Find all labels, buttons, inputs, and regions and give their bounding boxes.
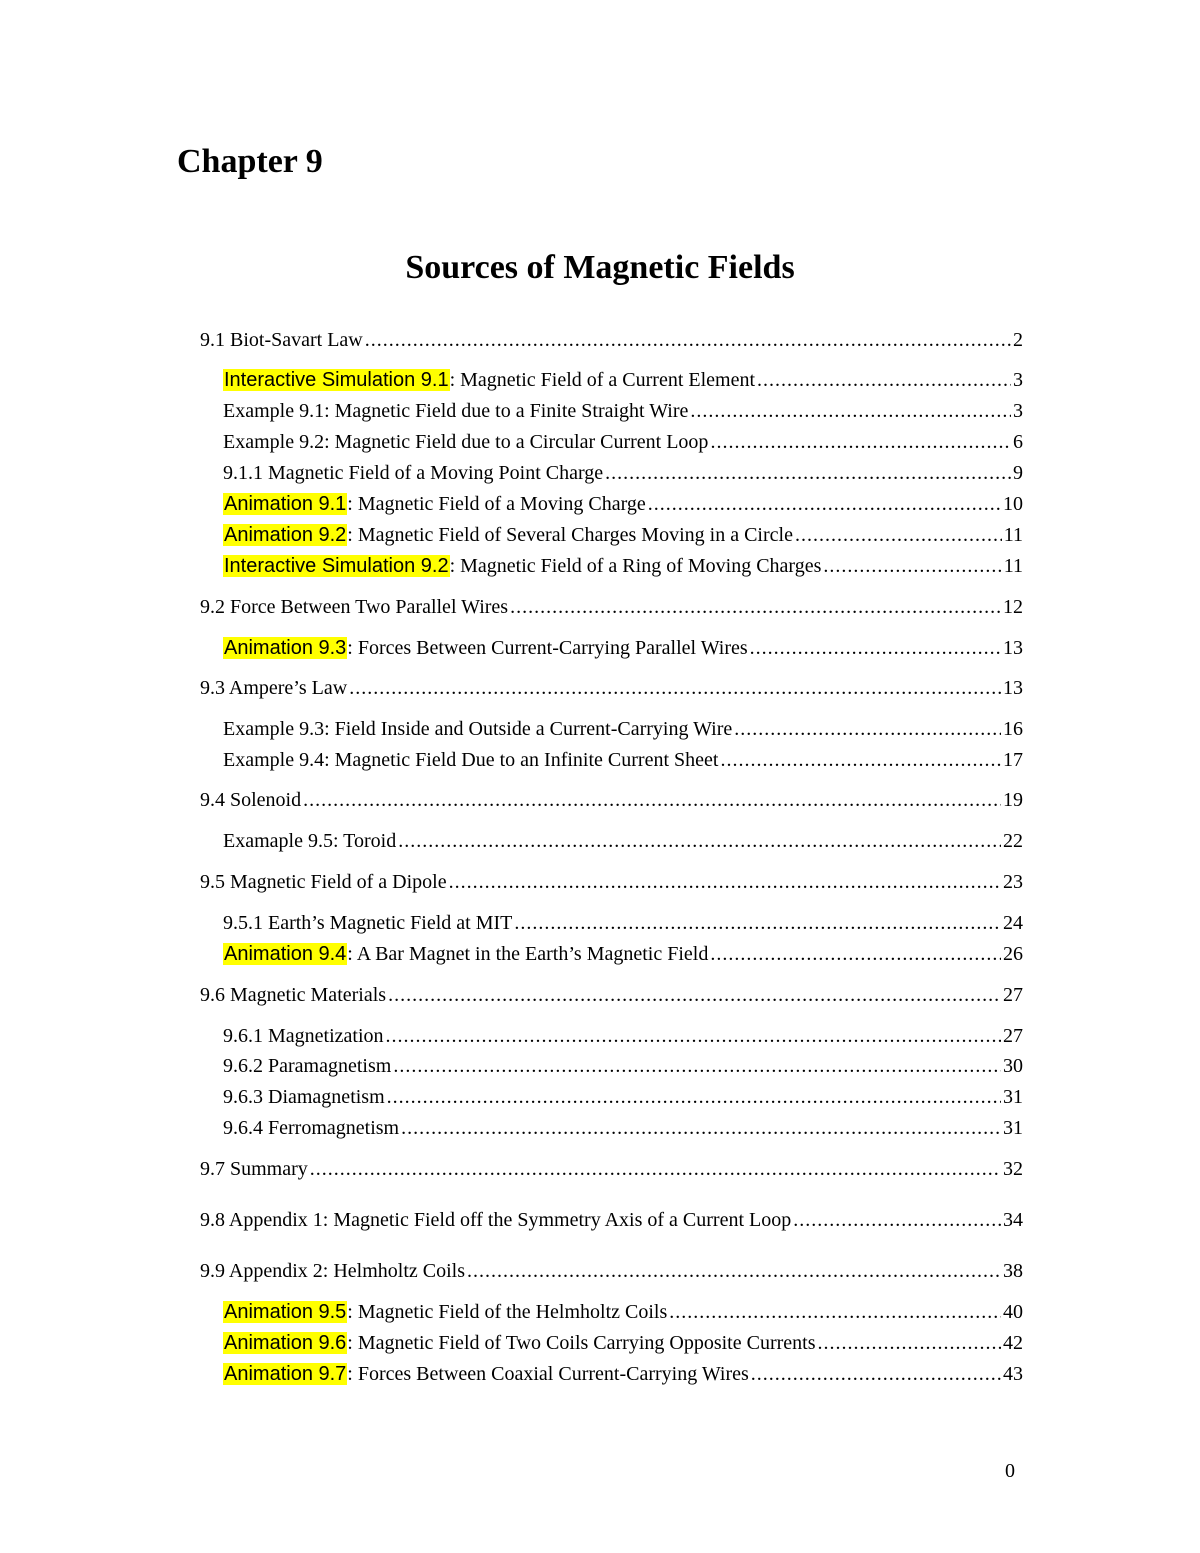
- toc-leader-dots: [710, 428, 1011, 456]
- toc-entry-page: 40: [1003, 1301, 1023, 1323]
- toc-leader-dots: [310, 1155, 1001, 1183]
- toc-entry[interactable]: [223, 1022, 1023, 1050]
- toc-leader-dots: [823, 552, 1001, 580]
- toc-entry-title: 9.6.4 Ferromagnetism: [223, 1117, 400, 1139]
- toc-leader-dots: [720, 746, 1001, 774]
- toc-entry-link-highlight[interactable]: Interactive Simulation 9.1: [224, 369, 449, 391]
- toc-entry-page: 38: [1003, 1260, 1023, 1282]
- toc-entry-page: 27: [1003, 1025, 1023, 1047]
- toc-entry-link-highlight[interactable]: Animation 9.5: [224, 1301, 347, 1323]
- toc-leader-dots: [751, 1360, 1001, 1388]
- toc-entry[interactable]: [223, 428, 1023, 456]
- toc-entry-title: 9.5.1 Earth’s Magnetic Field at MIT: [223, 912, 513, 934]
- toc-entry[interactable]: [223, 552, 1023, 580]
- toc-entry-link-highlight[interactable]: Animation 9.2: [224, 524, 347, 546]
- toc-entry-link-highlight[interactable]: Animation 9.6: [224, 1332, 347, 1354]
- toc-entry[interactable]: [223, 1329, 1023, 1357]
- toc-entry-title: : Magnetic Field of Two Coils Carrying Opposite Currents: [347, 1332, 816, 1354]
- toc-leader-dots: [734, 715, 1001, 743]
- toc-leader-dots: [757, 366, 1011, 394]
- toc-entry[interactable]: [223, 909, 1023, 937]
- toc-entry-title: 9.3 Ampere’s Law: [200, 677, 348, 699]
- toc-entry[interactable]: [223, 746, 1023, 774]
- toc-entry-title: 9.4 Solenoid: [200, 789, 302, 811]
- toc-entry-page: 3: [1013, 400, 1023, 422]
- toc-leader-dots: [393, 1052, 1001, 1080]
- toc-entry[interactable]: [223, 459, 1023, 487]
- toc-entry-title: : Magnetic Field of the Helmholtz Coils: [347, 1301, 668, 1323]
- toc-entry-page: 34: [1003, 1209, 1023, 1231]
- chapter-heading: Chapter 9: [177, 143, 323, 180]
- toc-entry[interactable]: [200, 1257, 1023, 1285]
- toc-entry[interactable]: [223, 715, 1023, 743]
- toc-entry-title: 9.8 Appendix 1: Magnetic Field off the Symmetry Axis of a Current Loop: [200, 1209, 792, 1231]
- toc-entry-link-highlight[interactable]: Animation 9.4: [224, 943, 347, 965]
- toc-entry-page: 43: [1003, 1363, 1023, 1385]
- toc-entry-page: 13: [1003, 677, 1023, 699]
- toc-leader-dots: [750, 634, 1001, 662]
- page-title: Sources of Magnetic Fields: [405, 249, 795, 286]
- toc-entry-link-highlight[interactable]: Animation 9.1: [224, 493, 347, 515]
- toc-leader-dots: [401, 1114, 1001, 1142]
- toc-entry-title: 9.7 Summary: [200, 1158, 308, 1180]
- toc-entry-page: 19: [1003, 789, 1023, 811]
- toc-leader-dots: [669, 1298, 1001, 1326]
- toc-entry-page: 11: [1003, 555, 1023, 577]
- toc-entry-page: 24: [1003, 912, 1023, 934]
- toc-entry[interactable]: [223, 1083, 1023, 1111]
- toc-entry[interactable]: [223, 634, 1023, 662]
- toc-entry[interactable]: [223, 521, 1023, 549]
- toc-entry-page: 6: [1013, 431, 1023, 453]
- toc-entry[interactable]: [223, 940, 1023, 968]
- toc-entry-title: Example 9.2: Magnetic Field due to a Circular Current Loop: [223, 431, 709, 453]
- toc-entry-title: 9.1.1 Magnetic Field of a Moving Point Charge: [223, 462, 604, 484]
- toc-entry-title: : Magnetic Field of a Current Element: [449, 369, 756, 391]
- toc-entry[interactable]: [200, 1155, 1023, 1183]
- toc-entry-page: 13: [1003, 637, 1023, 659]
- toc-leader-dots: [605, 459, 1011, 487]
- toc-entry-page: 2: [1013, 329, 1023, 351]
- toc-entry-title: 9.6.3 Diamagnetism: [223, 1086, 385, 1108]
- toc-entry[interactable]: [223, 1114, 1023, 1142]
- toc-entry-title: : Forces Between Current-Carrying Parallel Wires: [347, 637, 748, 659]
- toc-leader-dots: [386, 1022, 1001, 1050]
- toc-entry-page: 27: [1003, 984, 1023, 1006]
- page-number: 0: [1005, 1460, 1015, 1482]
- toc-entry-title: 9.9 Appendix 2: Helmholtz Coils: [200, 1260, 465, 1282]
- toc-entry-page: 31: [1003, 1117, 1023, 1139]
- toc-leader-dots: [690, 397, 1011, 425]
- toc-entry[interactable]: [223, 366, 1023, 394]
- toc-entry[interactable]: [223, 1360, 1023, 1388]
- toc-entry-title: : Forces Between Coaxial Current-Carrying Wires: [347, 1363, 749, 1385]
- toc-leader-dots: [510, 593, 1001, 621]
- toc-entry-title: Example 9.1: Magnetic Field due to a Finite Straight Wire: [223, 400, 689, 422]
- toc-leader-dots: [398, 827, 1001, 855]
- toc-entry-page: 17: [1003, 749, 1023, 771]
- toc-entry-page: 12: [1003, 596, 1023, 618]
- toc-entry-title: : Magnetic Field of a Moving Charge: [347, 493, 646, 515]
- toc-leader-dots: [303, 786, 1001, 814]
- toc-leader-dots: [449, 868, 1001, 896]
- toc-entry-page: 30: [1003, 1055, 1023, 1077]
- toc-leader-dots: [793, 1206, 1001, 1234]
- toc-entry-title: 9.5 Magnetic Field of a Dipole: [200, 871, 447, 893]
- toc-leader-dots: [648, 490, 1001, 518]
- toc-entry-link-highlight[interactable]: Animation 9.3: [224, 637, 347, 659]
- toc-entry-title: : A Bar Magnet in the Earth’s Magnetic Field: [347, 943, 709, 965]
- toc-leader-dots: [365, 326, 1011, 354]
- toc-leader-dots: [514, 909, 1001, 937]
- toc-entry-page: 32: [1003, 1158, 1023, 1180]
- toc-entry-title: Examaple 9.5: Toroid: [223, 830, 397, 852]
- toc-entry-page: 9: [1013, 462, 1023, 484]
- toc-entry-title: 9.6.2 Paramagnetism: [223, 1055, 392, 1077]
- toc-entry-title: 9.1 Biot-Savart Law: [200, 329, 363, 351]
- toc-entry-title: : Magnetic Field of a Ring of Moving Charges: [449, 555, 822, 577]
- toc-entry[interactable]: [223, 1298, 1023, 1326]
- toc-entry[interactable]: [223, 827, 1023, 855]
- toc-entry-page: 31: [1003, 1086, 1023, 1108]
- toc-entry-link-highlight[interactable]: Interactive Simulation 9.2: [224, 555, 449, 577]
- toc-entry[interactable]: [200, 786, 1023, 814]
- toc-entry-page: 23: [1003, 871, 1023, 893]
- toc-leader-dots: [817, 1329, 1001, 1357]
- toc-entry-title: : Magnetic Field of Several Charges Moving in a Circle: [347, 524, 793, 546]
- toc-entry-page: 22: [1003, 830, 1023, 852]
- toc-entry[interactable]: [200, 981, 1023, 1009]
- toc-entry-page: 10: [1003, 493, 1023, 515]
- toc-entry[interactable]: [223, 490, 1023, 518]
- toc-leader-dots: [710, 940, 1001, 968]
- toc-entry-page: 16: [1003, 718, 1023, 740]
- toc-leader-dots: [388, 981, 1001, 1009]
- toc-entry-title: 9.2 Force Between Two Parallel Wires: [200, 596, 509, 618]
- toc-entry-title: Example 9.4: Magnetic Field Due to an Infinite Current Sheet: [223, 749, 719, 771]
- toc-entry[interactable]: [223, 1052, 1023, 1080]
- toc-entry-page: 11: [1003, 524, 1023, 546]
- toc-leader-dots: [349, 674, 1001, 702]
- toc-entry[interactable]: [200, 593, 1023, 621]
- toc-entry[interactable]: [223, 397, 1023, 425]
- toc-leader-dots: [795, 521, 1002, 549]
- toc-entry-title: 9.6.1 Magnetization: [223, 1025, 384, 1047]
- toc-entry-page: 42: [1003, 1332, 1023, 1354]
- toc-entry-title: Example 9.3: Field Inside and Outside a Current-Carrying Wire: [223, 718, 733, 740]
- toc-leader-dots: [387, 1083, 1001, 1111]
- toc-entry-page: 26: [1003, 943, 1023, 965]
- toc-entry-page: 3: [1013, 369, 1023, 391]
- toc-entry[interactable]: [200, 674, 1023, 702]
- toc-entry[interactable]: [200, 1206, 1023, 1234]
- toc-entry-title: 9.6 Magnetic Materials: [200, 984, 387, 1006]
- toc-entry[interactable]: [200, 868, 1023, 896]
- toc-entry-link-highlight[interactable]: Animation 9.7: [224, 1363, 347, 1385]
- toc-entry[interactable]: [200, 326, 1023, 354]
- toc-leader-dots: [467, 1257, 1001, 1285]
